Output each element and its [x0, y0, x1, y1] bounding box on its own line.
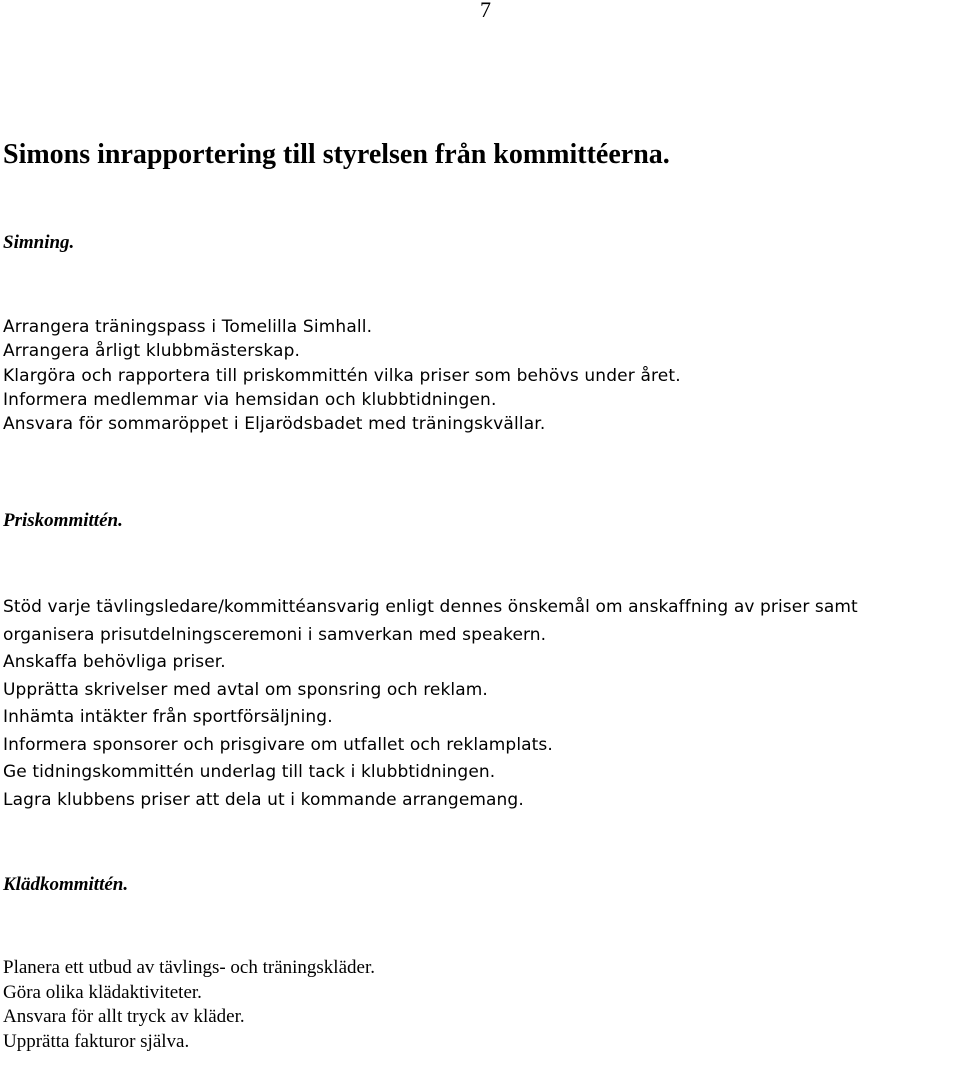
priskommitten-task: Anskaffa behövliga priser. [3, 652, 226, 672]
priskommitten-task: Ge tidningskommittén underlag till tack i klubbtidningen. [3, 762, 496, 782]
priskommitten-task-list [3, 594, 858, 814]
simning-task: Arrangera träningspass i Tomelilla Simhall. [3, 317, 373, 337]
priskommitten-task: organisera prisutdelningsceremoni i samverkan med speakern. [3, 624, 547, 645]
kladkommitten-task: Upprätta fakturor själva. [3, 1030, 190, 1052]
section-heading-simning: Simning. [3, 232, 75, 253]
priskommitten-task: Lagra klubbens priser att dela ut i kommande arrangemang. [3, 789, 524, 810]
kladkommitten-task: Ansvara för allt tryck av kläder. [3, 1006, 245, 1027]
kladkommitten-task: Planera ett utbud av tävlings- och träningskläder. [3, 957, 375, 978]
section-heading-kladkommitten: Klädkommittén. [3, 874, 129, 895]
page-number: 7 [480, 0, 491, 22]
section-heading-priskommitten: Priskommittén. [3, 510, 123, 531]
kladkommitten-task: Göra olika klädaktiviteter. [3, 981, 202, 1003]
simning-task-list [3, 315, 681, 436]
document-title: Simons inrapportering till styrelsen från kommittéerna. [3, 139, 670, 170]
simning-task: Ansvara för sommaröppet i Eljarödsbadet med träningskvällar. [3, 414, 546, 435]
kladkommitten-task-list [3, 956, 375, 1054]
priskommitten-task: Stöd varje tävlingsledare/kommittéansvarig enligt dennes önskemål om anskaffning av priser samt [3, 597, 858, 617]
simning-task: Informera medlemmar via hemsidan och klubbtidningen. [3, 389, 497, 410]
simning-task: Arrangera årligt klubbmästerskap. [3, 341, 301, 362]
simning-task: Klargöra och rapportera till priskommittén vilka priser som behövs under året. [3, 365, 681, 386]
priskommitten-task: Upprätta skrivelser med avtal om sponsring och reklam. [3, 679, 488, 700]
priskommitten-task: Inhämta intäkter från sportförsäljning. [3, 707, 333, 727]
priskommitten-task: Informera sponsorer och prisgivare om utfallet och reklamplats. [3, 734, 553, 755]
